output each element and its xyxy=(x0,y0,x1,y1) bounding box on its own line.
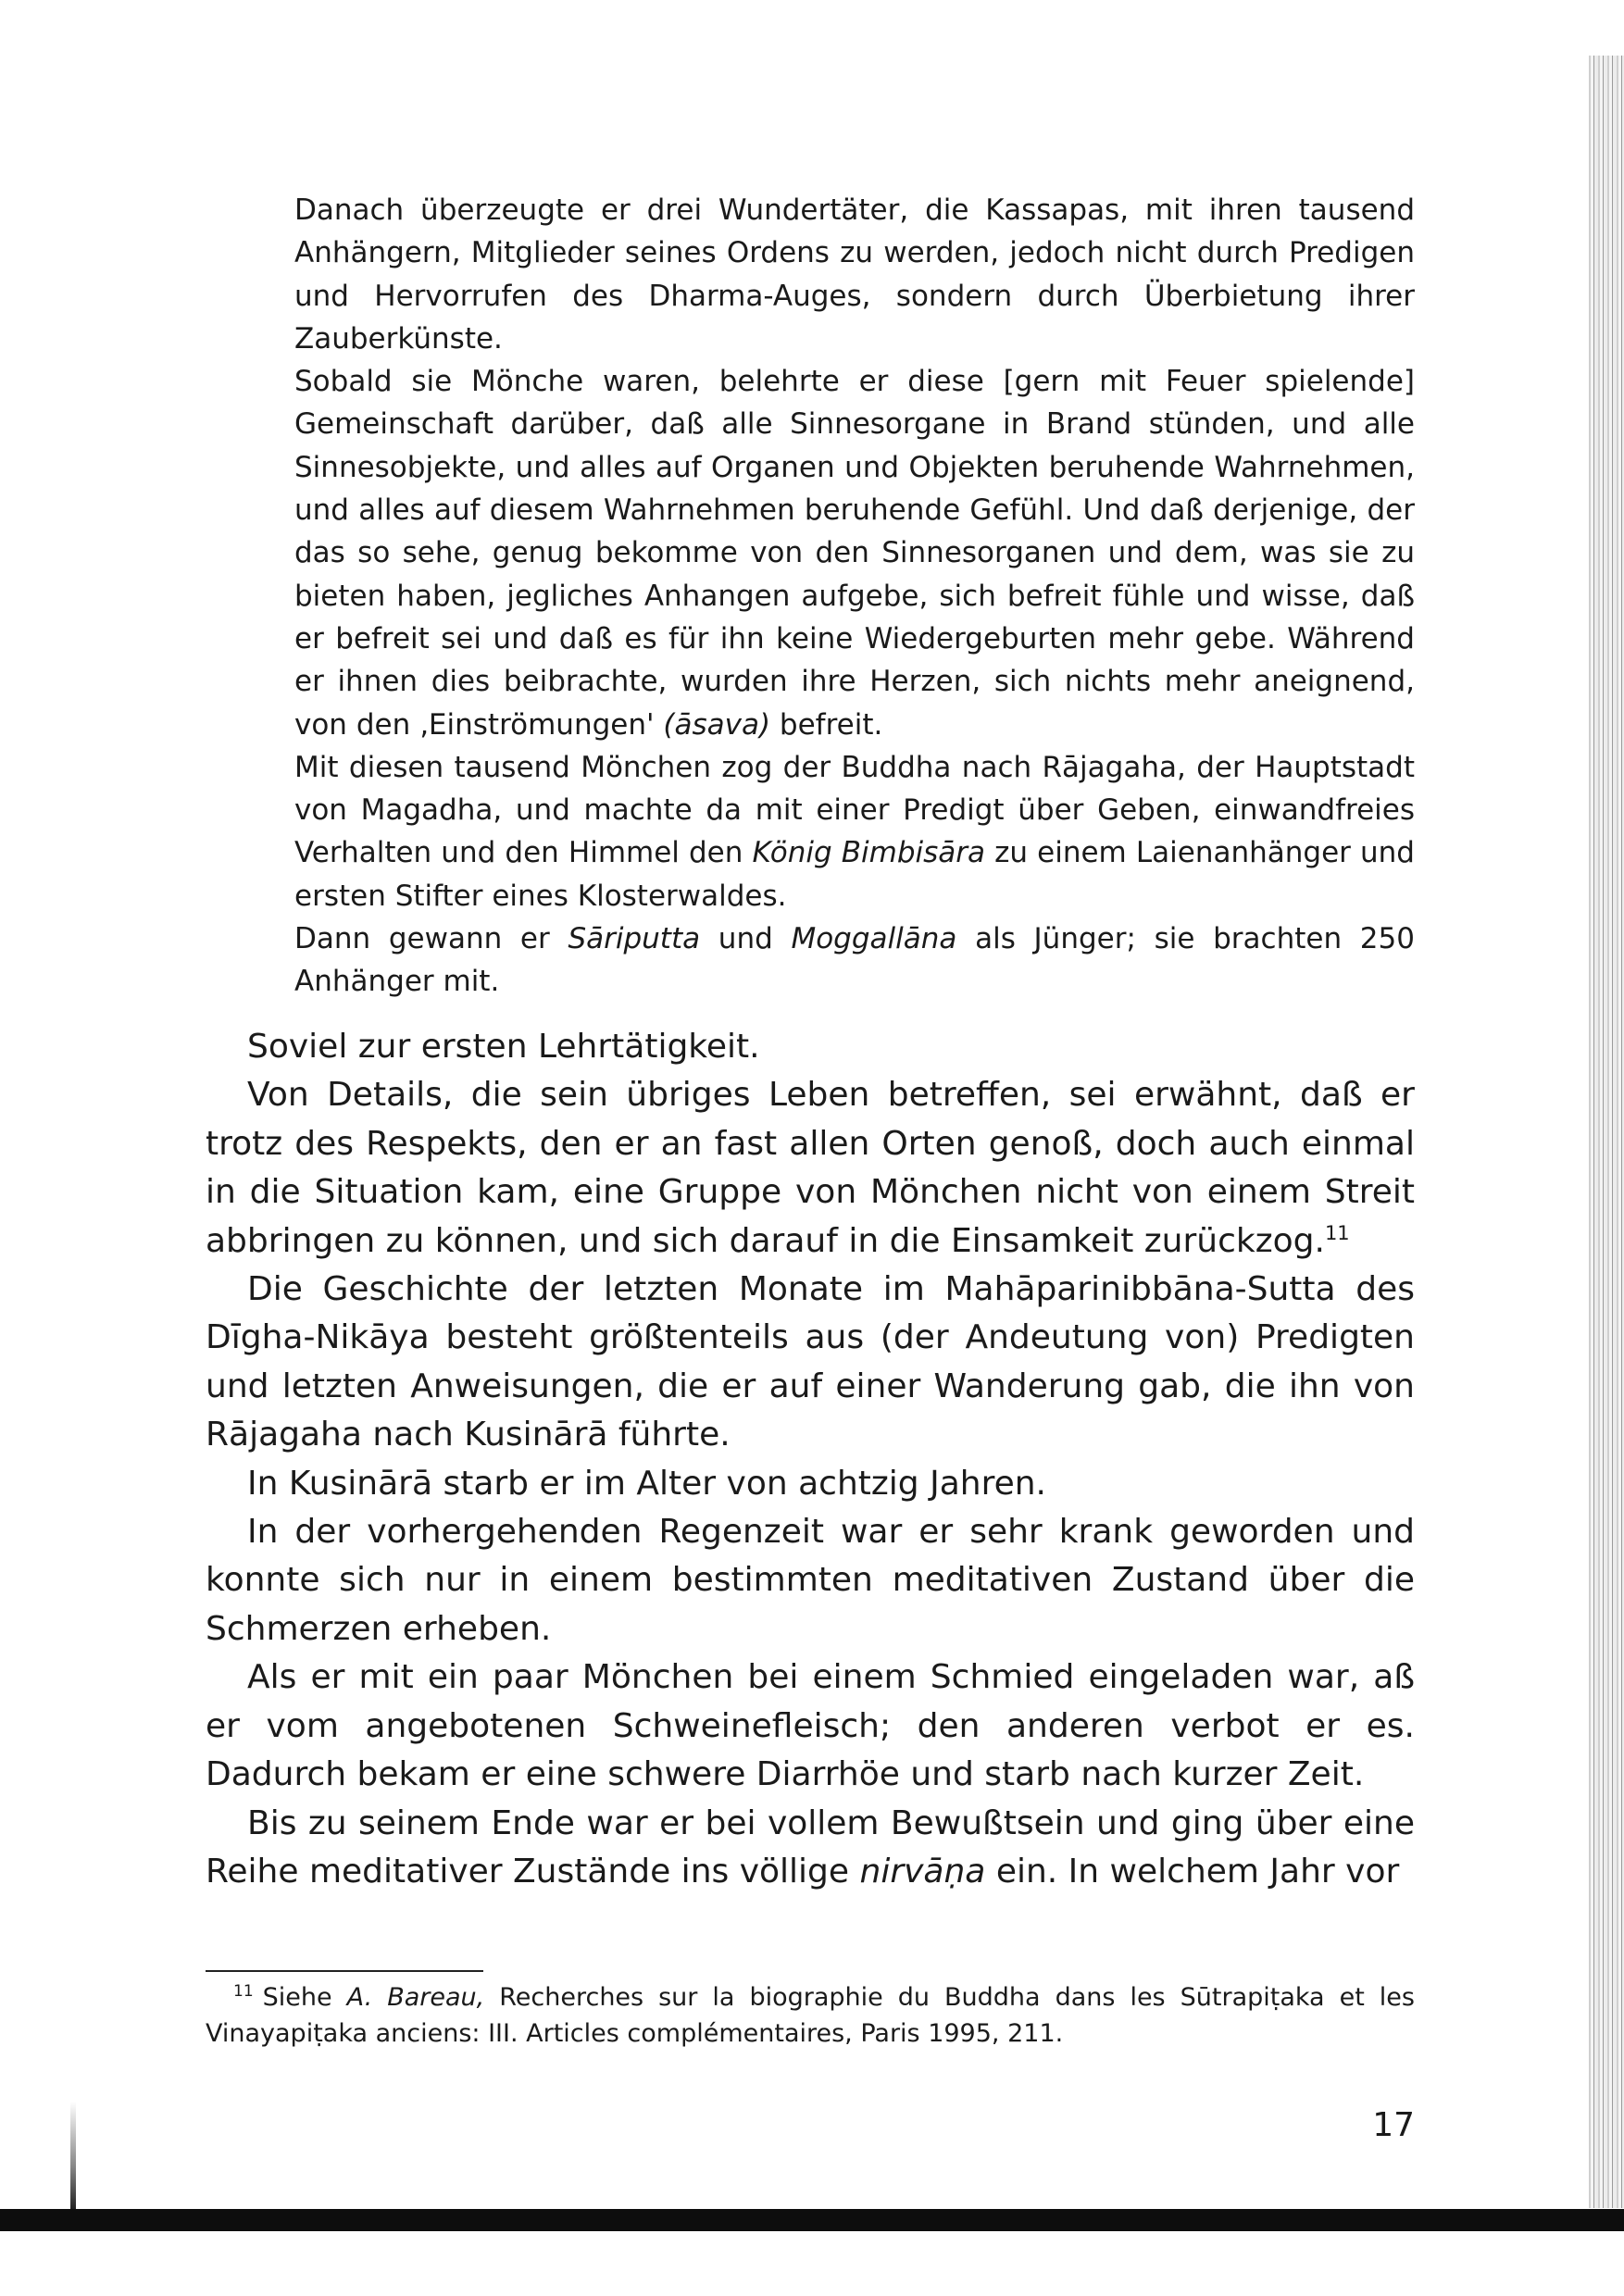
body-paragraph: Soviel zur ersten Lehrtätigkeit. xyxy=(247,1028,760,1066)
indented-paragraph: Sobald sie Mönche waren, belehrte er diese [gern mit Feuer spielende] Gemeinschaft darüber, daß alle Sinnesorgane in Brand stünden, und alle Sinnesobjekte, und alles auf Organen und Objekten beruhende Wahrnehmen, und alles auf diesem Wahrnehmen beruhende Gefühl. Und daß derjenige, der das so sehe, genug bekomme von den Sinnesorganen und dem, was sie zu bieten haben, jegliches Anhangen aufgebe, sich befreit fühle und wisse, daß er befreit sei und daß es für ihn keine Wiedergeburten mehr gebe. Während er ihnen dies beibrachte, wurden ihre Herzen, sich nichts mehr aneignend, von den ‚Einströmungen' (āsava) befreit. xyxy=(294,365,1415,742)
page-number: 17 xyxy=(1372,2106,1415,2144)
indented-paragraph: Dann gewann er Sāriputta und Moggallāna als Jünger; sie brachten 250 Anhänger mit. xyxy=(294,922,1415,999)
body-paragraph: Bis zu seinem Ende war er bei vollem Bewußtsein und ging über eine Reihe meditativer Zustände ins völlige nirvāṇa ein. In welchem Jahr vor xyxy=(206,1803,1415,1890)
name-bimbisara: König Bimbisāra xyxy=(752,836,986,870)
main-body-text xyxy=(206,1023,1415,1896)
footnote-author: A. Bareau, xyxy=(346,1983,485,2012)
name-moggallana: Moggallāna xyxy=(791,922,957,956)
scan-page-edge xyxy=(1589,56,1624,2208)
indented-summary-block xyxy=(294,189,1415,1004)
footnote-number: 11 xyxy=(233,1982,254,2001)
body-paragraph: In Kusinārā starb er im Alter von achtzig Jahren. xyxy=(247,1464,1046,1503)
footnote: $^{11}$ Siehe A. Bareau, Recherches sur la biographie du Buddha dans les Sūtrapiṭaka et les Vinayapiṭaka anciens: III. Articles complémentaires, Paris 1995, 211. xyxy=(206,1982,1415,2048)
scan-bottom-border xyxy=(0,2209,1624,2231)
body-paragraph: Die Geschichte der letzten Monate im Mahāparinibbāna-Sutta des Dīgha-Nikāya besteht größtenteils aus (der Andeutung von) Predigten und letzten Anweisungen, die er auf einer Wanderung gab, die ihn von Rājagaha nach Kusinārā führte. xyxy=(206,1270,1415,1454)
indented-paragraph: Danach überzeugte er drei Wundertäter, die Kassapas, mit ihren tausend Anhängern, Mitglieder seines Ordens zu werden, jedoch nicht durch Predigen und Hervorrufen des Dharma-Auges, sondern durch Überbietung ihrer Zauberkünste. xyxy=(294,193,1415,356)
term-asava: (āsava) xyxy=(663,707,771,742)
footnote-reference[interactable]: 11 xyxy=(1324,1221,1350,1244)
term-nirvana: nirvāṇa xyxy=(859,1852,986,1890)
name-sariputta: Sāriputta xyxy=(568,922,701,956)
footnote-divider xyxy=(206,1970,483,1972)
body-paragraph: Von Details, die sein übriges Leben betreffen, sei erwähnt, daß er trotz des Respekts, den er an fast allen Orten genoß, doch auch einmal in die Situation kam, eine Gruppe von Mönchen nicht von einem Streit abbringen zu können, und sich darauf in die Einsamkeit zurückzog.$^{11}$ xyxy=(206,1076,1415,1260)
scan-binding-mark xyxy=(70,2102,76,2209)
body-paragraph: In der vorhergehenden Regenzeit war er sehr krank geworden und konnte sich nur in einem bestimmten meditativen Zustand über die Schmerzen erheben. xyxy=(206,1513,1415,1648)
indented-paragraph: Mit diesen tausend Mönchen zog der Buddha nach Rājagaha, der Hauptstadt von Magadha, und machte da mit einer Predigt über Geben, einwandfreies Verhalten und den Himmel den König Bimbisāra zu einem Laienanhänger und ersten Stifter eines Klosterwaldes. xyxy=(294,750,1415,913)
body-paragraph: Als er mit ein paar Mönchen bei einem Schmied eingeladen war, aß er vom angebotenen Schweinefleisch; den anderen verbot er es. Dadurch bekam er eine schwere Diarrhöe und starb nach kurzer Zeit. xyxy=(206,1658,1415,1794)
